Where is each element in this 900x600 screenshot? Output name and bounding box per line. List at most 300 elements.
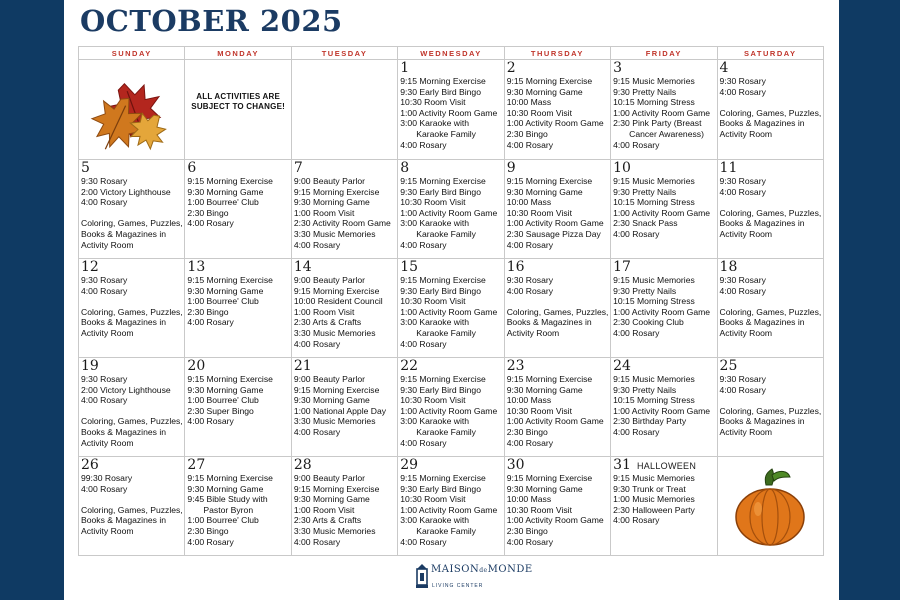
activity-item: 4:00 Rosary: [613, 139, 660, 150]
activity-item: Coloring, Games, Puzzles,: [81, 218, 183, 229]
activity-item: 4:00 Rosary: [613, 515, 660, 526]
activity-item: 9:15 Morning Exercise: [506, 76, 593, 86]
activity-item: Activity Room: [719, 426, 773, 437]
activity-item: 4:00 Rosary: [400, 338, 447, 349]
day-cell[interactable]: [398, 60, 504, 160]
day-number: [507, 358, 608, 374]
day-number: [613, 457, 714, 473]
day-cell[interactable]: [611, 358, 717, 457]
activity-item: 10:15 Morning Stress: [613, 97, 695, 108]
activity-item: 1:00 Activity Room Game: [613, 306, 711, 317]
activity-item: 9:15 Music Memories: [613, 176, 695, 186]
activity-item: 9:30 Morning Game: [187, 285, 264, 296]
activity-item: 10:30 Room Visit: [400, 197, 466, 208]
activity-item: 1:00 Room Visit: [293, 207, 355, 218]
activity-item: 9:30 Morning Game: [293, 494, 370, 505]
activity-item: 10:15 Morning Stress: [613, 395, 695, 406]
activity-item: 9:15 Morning Exercise: [187, 374, 273, 384]
spacer: [720, 395, 821, 406]
activity-item: 10:30 Room Visit: [506, 107, 572, 118]
activity-item: 3:00 Karaoke with: [400, 416, 470, 427]
activity-item: 99:30 Rosary: [81, 473, 133, 483]
spacer: [81, 296, 182, 307]
activity-item: 10:30 Room Visit: [400, 296, 466, 307]
activity-item: 9:30 Early Bird Bingo: [400, 384, 481, 395]
activity-item: Books & Magazines in: [81, 317, 167, 328]
day-number-value: 25: [719, 358, 738, 374]
activity-item: 1:00 Room Visit: [293, 504, 355, 515]
activity-item: 2:30 Pink Party (Breast: [613, 118, 702, 129]
activity-item: 2:30 Bingo: [506, 525, 548, 536]
activity-item: 4:00 Rosary: [613, 426, 660, 437]
activity-item: 9:00 Beauty Parlor: [293, 176, 366, 186]
day-number: [294, 457, 395, 473]
logo-name-de: de: [479, 567, 488, 574]
day-number: [187, 259, 288, 275]
day-number: [507, 259, 608, 275]
activity-item: 10:30 Room Visit: [400, 395, 466, 406]
day-number: [294, 358, 395, 374]
day-number: [400, 160, 501, 176]
maison-de-monde-logo: [415, 561, 533, 595]
activity-item: 9:15 Morning Exercise: [400, 374, 486, 384]
spacer: [507, 296, 608, 307]
activity-item: Books & Magazines in: [719, 317, 805, 328]
activity-item: 9:30 Pretty Nails: [613, 384, 677, 395]
activity-item: 9:15 Music Memories: [613, 374, 695, 384]
day-number: [187, 358, 288, 374]
activity-item: 3:30 Music Memories: [293, 416, 376, 427]
activity-item: 9:30 Early Bird Bingo: [400, 86, 481, 97]
day-number-value: 28: [293, 457, 312, 473]
activity-item: 9:30 Morning Game: [506, 483, 583, 494]
day-cell[interactable]: [504, 358, 610, 457]
weekday-tuesday: TUESDAY: [291, 47, 397, 60]
activity-item: 2:00 Victory Lighthouse: [81, 186, 171, 197]
logo-name-part2: MONDE: [487, 564, 533, 575]
week-row: [79, 160, 824, 259]
day-cell[interactable]: [611, 457, 717, 556]
activity-item: Karaoke Family: [416, 228, 476, 239]
spacer: [81, 494, 182, 505]
day-number: [720, 259, 821, 275]
activity-item: 1:00 Room Visit: [293, 306, 355, 317]
week-row: [79, 259, 824, 358]
activity-item: 2:30 Bingo: [187, 306, 229, 317]
activity-item: 2:00 Victory Lighthouse: [81, 384, 171, 395]
day-number-value: 16: [506, 259, 525, 275]
activity-item: 4:00 Rosary: [81, 285, 128, 296]
activity-item: 9:15 Morning Exercise: [400, 176, 486, 186]
day-cell[interactable]: [291, 457, 397, 556]
day-cell[interactable]: [504, 259, 610, 358]
activity-item: Books & Magazines in: [719, 118, 805, 129]
day-number-value: 10: [613, 160, 631, 176]
spacer: [720, 97, 821, 108]
activity-item: 9:30 Rosary: [719, 275, 766, 285]
day-number-value: 22: [400, 358, 419, 374]
activity-item: 10:00 Resident Council: [293, 296, 383, 307]
notice-text: ALL ACTIVITIES ARE SUBJECT TO CHANGE!: [191, 92, 285, 111]
activity-item: 10:30 Room Visit: [400, 97, 466, 108]
activity-item: 2:30 Birthday Party: [613, 416, 687, 427]
activity-item: 1:00 Activity Room Game: [400, 405, 498, 416]
activity-item: 1:00 Bourree' Club: [187, 515, 259, 526]
activity-item: Coloring, Games, Puzzles,: [81, 416, 183, 427]
activity-item: 9:45 Bible Study with: [187, 494, 268, 505]
activity-item: 9:15 Morning Exercise: [400, 76, 486, 86]
activity-item: 4:00 Rosary: [506, 285, 554, 296]
activity-item: 2:30 Cooking Club: [613, 317, 684, 328]
activity-item: 4:00 Rosary: [506, 536, 554, 547]
activity-item: 2:30 Bingo: [506, 426, 548, 437]
day-cell[interactable]: [504, 457, 610, 556]
activity-item: 1:00 Activity Room Game: [613, 207, 711, 218]
activity-item: Coloring, Games, Puzzles,: [719, 207, 822, 218]
activity-item: 10:00 Mass: [506, 494, 552, 505]
activity-item: 9:15 Morning Exercise: [293, 285, 380, 296]
day-cell[interactable]: [398, 160, 504, 259]
activity-item: 10:30 Room Visit: [506, 207, 572, 218]
activity-item: 9:30 Rosary: [81, 275, 128, 285]
activity-item: 9:30 Pretty Nails: [613, 186, 677, 197]
day-cell[interactable]: [185, 259, 291, 358]
activity-item: Activity Room: [719, 327, 773, 338]
activity-item: 9:30 Morning Game: [293, 395, 370, 406]
day-number-value: 20: [187, 358, 206, 374]
activity-item: 3:00 Karaoke with: [400, 317, 470, 328]
activity-item: Activity Room: [719, 228, 773, 239]
activity-item: 9:15 Morning Exercise: [187, 473, 273, 483]
activity-item: Books & Magazines in: [506, 317, 592, 328]
activity-item: Books & Magazines in: [81, 515, 167, 526]
activity-item: Karaoke Family: [416, 426, 476, 437]
day-cell[interactable]: [504, 60, 610, 160]
activity-item: Books & Magazines in: [719, 218, 805, 229]
activity-item: 9:15 Morning Exercise: [400, 275, 486, 285]
activity-item: 2:30 Arts & Crafts: [293, 515, 362, 526]
day-number: [400, 259, 501, 275]
day-number: [187, 457, 288, 473]
day-number: [613, 259, 714, 275]
activity-item: 9:30 Rosary: [719, 176, 766, 186]
activity-item: 4:00 Rosary: [293, 536, 341, 547]
activity-item: 9:15 Morning Exercise: [506, 473, 593, 483]
day-number: [400, 457, 501, 473]
day-number: [720, 160, 821, 176]
activity-item: 1:00 Activity Room Game: [400, 207, 498, 218]
activity-item: Books & Magazines in: [719, 416, 805, 427]
day-cell[interactable]: [717, 60, 823, 160]
day-number: [507, 160, 608, 176]
day-cell[interactable]: [504, 160, 610, 259]
day-number-value: 5: [81, 160, 90, 176]
day-number: [400, 358, 501, 374]
day-number: [81, 358, 182, 374]
activity-item: 1:00 Music Memories: [613, 494, 695, 505]
week-row: [79, 358, 824, 457]
day-cell[interactable]: [611, 160, 717, 259]
activity-item: Coloring, Games, Puzzles,: [506, 306, 609, 317]
activity-item: 4:00 Rosary: [613, 228, 660, 239]
day-number-value: 14: [293, 259, 312, 275]
activity-item: 1:00 Bourree' Club: [187, 197, 259, 208]
activity-item: Coloring, Games, Puzzles,: [719, 107, 822, 118]
activity-item: Karaoke Family: [416, 525, 476, 536]
activity-item: 2:30 Super Bingo: [187, 405, 254, 416]
activity-item: 4:00 Rosary: [400, 139, 447, 150]
activity-item: 1:00 Bourree' Club: [187, 296, 259, 307]
day-number: [81, 160, 182, 176]
day-number: [613, 358, 714, 374]
day-number-value: 18: [719, 259, 738, 275]
activity-item: 9:00 Beauty Parlor: [293, 374, 366, 384]
day-number-value: 7: [293, 160, 303, 176]
activity-item: 4:00 Rosary: [81, 395, 128, 406]
activity-item: 4:00 Rosary: [293, 239, 341, 250]
activity-item: 2:30 Activity Room Game: [293, 218, 391, 229]
activity-item: 4:00 Rosary: [187, 416, 234, 427]
activity-item: 1:00 Activity Room Game: [613, 405, 711, 416]
activity-item: 10:15 Morning Stress: [613, 197, 695, 208]
activity-item: 3:00 Karaoke with: [400, 218, 470, 229]
logo-subtitle: LIVING CENTER: [432, 583, 484, 589]
activity-item: 10:30 Room Visit: [506, 405, 572, 416]
activity-item: 3:30 Music Memories: [293, 525, 376, 536]
activity-item: 4:00 Rosary: [719, 186, 766, 197]
activity-item: Activity Room: [81, 327, 134, 338]
activity-item: Karaoke Family: [416, 327, 476, 338]
activity-item: 4:00 Rosary: [400, 239, 447, 250]
activity-item: 9:15 Morning Exercise: [506, 176, 593, 186]
pumpkin-icon: [730, 465, 810, 549]
calendar-grid: [78, 46, 824, 556]
activity-item: 9:30 Early Bird Bingo: [400, 285, 481, 296]
logo-name-part1: MAISON: [431, 564, 480, 575]
activity-item: 9:30 Morning Game: [293, 197, 370, 208]
activity-item: 9:15 Morning Exercise: [400, 473, 486, 483]
activity-item: 1:00 Activity Room Game: [400, 306, 498, 317]
day-number: [400, 60, 501, 76]
day-number-value: 24: [613, 358, 631, 374]
activity-item: 2:30 Sausage Pizza Day: [506, 228, 601, 239]
weekday-saturday: SATURDAY: [717, 47, 823, 60]
day-cell[interactable]: [291, 259, 397, 358]
activity-item: 9:15 Music Memories: [613, 76, 695, 86]
activity-item: 1:00 Activity Room Game: [506, 218, 604, 229]
activity-item: Cancer Awareness): [629, 128, 704, 139]
activity-item: 1:00 Bourree' Club: [187, 395, 259, 406]
day-cell[interactable]: [291, 358, 397, 457]
activity-item: 4:00 Rosary: [187, 536, 234, 547]
day-cell[interactable]: [79, 160, 185, 259]
day-cell[interactable]: [185, 160, 291, 259]
activity-item: 4:00 Rosary: [400, 536, 447, 547]
activity-item: 9:00 Beauty Parlor: [293, 275, 366, 285]
activity-item: Pastor Byron: [203, 504, 254, 515]
activity-item: 1:00 Activity Room Game: [400, 107, 498, 118]
activity-item: 9:00 Beauty Parlor: [293, 473, 366, 483]
logo-name: [431, 564, 533, 575]
day-number-value: 26: [81, 457, 99, 473]
day-number-value: 31: [613, 457, 631, 473]
activity-item: Activity Room: [81, 437, 134, 448]
day-number-value: 2: [506, 60, 516, 76]
holiday-label: HALLOWEEN: [636, 461, 697, 471]
activity-item: 10:00 Mass: [506, 97, 552, 108]
day-number-value: 9: [506, 160, 516, 176]
day-cell[interactable]: [79, 358, 185, 457]
weekday-sunday: SUNDAY: [79, 47, 185, 60]
activity-item: 4:00 Rosary: [293, 338, 341, 349]
activity-item: 4:00 Rosary: [187, 317, 234, 328]
activity-item: 9:15 Morning Exercise: [187, 275, 273, 285]
day-cell[interactable]: [185, 457, 291, 556]
activity-item: 9:30 Early Bird Bingo: [400, 186, 481, 197]
activity-item: 1:00 Activity Room Game: [506, 416, 604, 427]
activity-item: 9:15 Music Memories: [613, 275, 695, 285]
lantern-logo-icon: [415, 563, 429, 591]
activity-item: Coloring, Games, Puzzles,: [81, 504, 183, 515]
activity-item: 2:30 Bingo: [187, 207, 229, 218]
day-number-value: 21: [293, 358, 312, 374]
activity-item: Books & Magazines in: [81, 426, 167, 437]
day-number-value: 19: [81, 358, 99, 374]
activity-item: Coloring, Games, Puzzles,: [719, 405, 822, 416]
day-number: [81, 259, 182, 275]
activity-item: 2:30 Arts & Crafts: [293, 317, 362, 328]
activity-item: 9:30 Rosary: [719, 76, 766, 86]
activity-item: 4:00 Rosary: [719, 86, 766, 97]
activity-item: Coloring, Games, Puzzles,: [719, 306, 822, 317]
day-number: [294, 160, 395, 176]
week-row: [79, 60, 824, 160]
activity-item: 10:30 Room Visit: [400, 494, 466, 505]
day-number-value: 23: [506, 358, 525, 374]
day-number-value: 6: [187, 160, 197, 176]
activity-item: 9:15 Morning Exercise: [293, 483, 380, 494]
weekday-monday: MONDAY: [185, 47, 291, 60]
day-number-value: 27: [187, 457, 206, 473]
activity-item: 9:15 Morning Exercise: [506, 374, 593, 384]
activity-item: 9:30 Morning Game: [187, 483, 264, 494]
day-number: [294, 259, 395, 275]
activity-item: 1:00 Activity Room Game: [613, 107, 711, 118]
weekday-wednesday: WEDNESDAY: [398, 47, 504, 60]
day-cell[interactable]: [398, 358, 504, 457]
day-number-value: 30: [506, 457, 525, 473]
activity-item: 2:30 Bingo: [187, 525, 229, 536]
activity-item: 2:30 Halloween Party: [613, 504, 695, 515]
activity-item: 9:30 Pretty Nails: [613, 285, 677, 296]
day-cell[interactable]: [717, 358, 823, 457]
day-number: [720, 60, 821, 76]
activity-item: 9:30 Rosary: [81, 374, 128, 384]
empty-day-cell: [717, 457, 823, 556]
activity-item: 4:00 Rosary: [81, 197, 128, 208]
activity-item: 3:30 Music Memories: [293, 228, 376, 239]
activity-item: 1:00 Activity Room Game: [506, 515, 604, 526]
day-number: [720, 358, 821, 374]
day-number-value: 12: [81, 259, 99, 275]
activity-item: 9:30 Rosary: [719, 374, 766, 384]
activity-item: 4:00 Rosary: [400, 437, 447, 448]
activity-item: 1:00 National Apple Day: [293, 405, 387, 416]
week-row: [79, 457, 824, 556]
day-number-value: 4: [719, 60, 729, 76]
day-number: [187, 160, 288, 176]
day-number-value: 15: [400, 259, 419, 275]
activity-item: 3:00 Karaoke with: [400, 118, 470, 129]
activity-item: 9:30 Rosary: [81, 176, 128, 186]
activity-item: 10:00 Mass: [506, 197, 552, 208]
activity-item: 2:30 Bingo: [506, 128, 548, 139]
activity-item: 9:15 Morning Exercise: [293, 186, 380, 197]
activity-item: 9:30 Morning Game: [187, 384, 264, 395]
activity-item: 4:00 Rosary: [506, 139, 554, 150]
weekday-friday: FRIDAY: [611, 47, 717, 60]
activity-item: 4:00 Rosary: [506, 239, 554, 250]
activity-item: 9:30 Morning Game: [506, 86, 583, 97]
day-number-value: 1: [400, 60, 410, 76]
day-cell[interactable]: [79, 259, 185, 358]
activity-item: 4:00 Rosary: [719, 285, 766, 296]
spacer: [720, 197, 821, 208]
activity-item: 1:00 Activity Room Game: [506, 118, 604, 129]
activity-item: 4:00 Rosary: [81, 483, 128, 494]
activity-item: 4:00 Rosary: [187, 218, 234, 229]
day-cell[interactable]: [717, 259, 823, 358]
activity-item: Activity Room: [506, 327, 560, 338]
activity-item: 10:15 Morning Stress: [613, 296, 695, 307]
day-number-value: 3: [613, 60, 623, 76]
day-number: [81, 457, 182, 473]
activity-item: 9:30 Early Bird Bingo: [400, 483, 481, 494]
activity-item: 9:30 Morning Game: [506, 186, 583, 197]
activity-item: 3:00 Karaoke with: [400, 515, 470, 526]
day-cell[interactable]: [398, 259, 504, 358]
weekday-header-row: [79, 47, 824, 60]
activity-item: Books & Magazines in: [81, 228, 167, 239]
day-cell[interactable]: [611, 259, 717, 358]
activity-item: 9:30 Pretty Nails: [613, 86, 677, 97]
day-cell[interactable]: [291, 160, 397, 259]
activity-item: Activity Room: [81, 525, 134, 536]
day-cell[interactable]: [79, 457, 185, 556]
day-cell[interactable]: [611, 60, 717, 160]
spacer: [81, 406, 182, 417]
activity-item: 4:00 Rosary: [506, 437, 554, 448]
empty-day-cell: [291, 60, 397, 160]
activity-item: 4:00 Rosary: [613, 327, 660, 338]
activity-item: 9:15 Morning Exercise: [187, 176, 273, 186]
activity-item: 9:30 Rosary: [506, 275, 554, 285]
spacer: [81, 208, 182, 219]
autumn-leaves-icon: [86, 74, 178, 154]
activity-item: Activity Room: [719, 128, 773, 139]
day-number-value: 11: [719, 160, 738, 176]
day-cell[interactable]: [717, 160, 823, 259]
day-cell[interactable]: [185, 358, 291, 457]
activity-item: 4:00 Rosary: [719, 384, 766, 395]
activity-item: Coloring, Games, Puzzles,: [81, 306, 183, 317]
activity-item: 9:15 Music Memories: [613, 473, 695, 483]
day-cell[interactable]: [398, 457, 504, 556]
calendar-page: [64, 0, 839, 600]
activity-item: Activity Room: [81, 239, 134, 250]
weekday-thursday: THURSDAY: [504, 47, 610, 60]
activity-item: 1:00 Activity Room Game: [400, 504, 498, 515]
